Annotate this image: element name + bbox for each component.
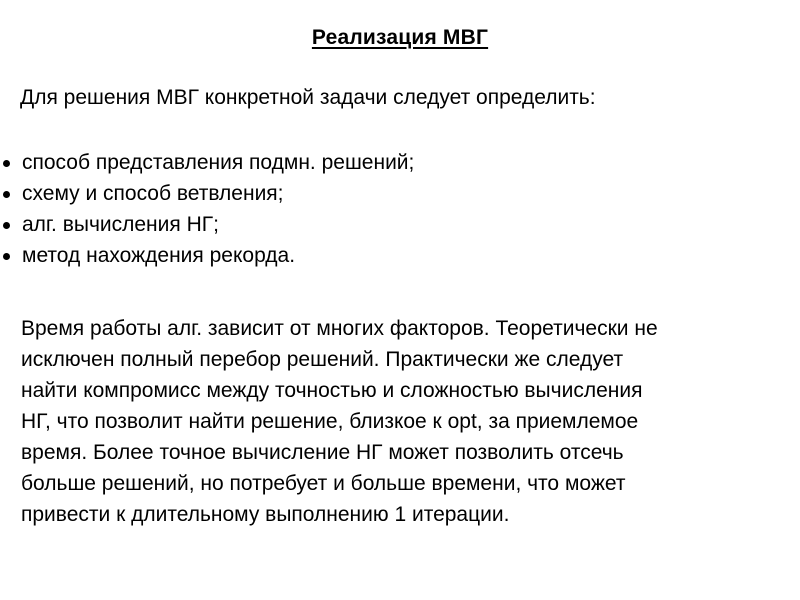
bullet-text: способ представления подмн. решений; [22, 151, 415, 174]
bullet-item [0, 240, 414, 271]
bullet-text: схему и способ ветвления; [22, 182, 284, 205]
paragraph-line: найти компромисс между точностью и сложностью вычисления [21, 379, 643, 402]
bullet-item [0, 147, 414, 178]
bullet-text: алг. вычисления НГ; [22, 213, 219, 236]
bullet-dot-icon [3, 160, 10, 167]
bullet-item [0, 209, 414, 240]
bullet-list [0, 147, 414, 271]
bullet-text: метод нахождения рекорда. [22, 244, 296, 267]
body-paragraph [21, 313, 781, 530]
bullet-dot-icon [3, 222, 10, 229]
paragraph-line: больше решений, но потребует и больше времени, что может [21, 472, 626, 495]
paragraph-line: привести к длительному выполнению 1 итерации. [21, 503, 510, 526]
paragraph-line: НГ, что позволит найти решение, близкое к opt, за приемлемое [21, 410, 639, 433]
bullet-dot-icon [3, 191, 10, 198]
paragraph-line: исключен полный перебор решений. Практически же следует [21, 348, 624, 371]
bullet-item [0, 178, 414, 209]
intro-text: Для решения МВГ конкретной задачи следует определить: [20, 86, 596, 109]
paragraph-line: время. Более точное вычисление НГ может позволить отсечь [21, 441, 624, 464]
slide-title: Реализация МВГ [311, 26, 489, 49]
paragraph-line: Время работы алг. зависит от многих факторов. Теоретически не [21, 317, 658, 340]
bullet-dot-icon [3, 253, 10, 260]
